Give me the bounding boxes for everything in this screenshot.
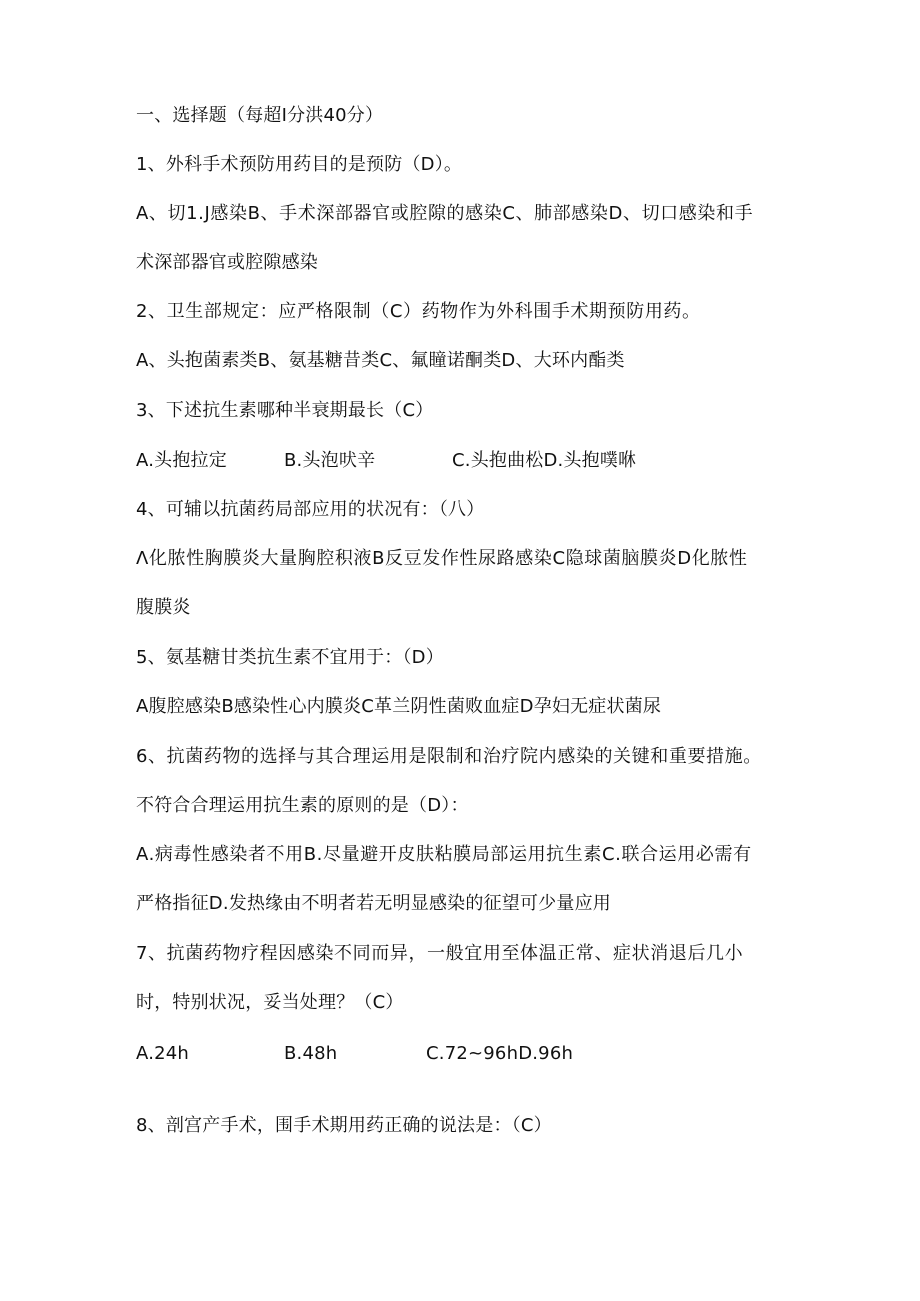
- question-3-option-a: A.头抱拉定: [136, 450, 227, 471]
- question-3-option-cd: C.头抱曲松D.头抱噗咻: [452, 450, 637, 471]
- question-8-stem: 8、剖宫产手术，围手术期用药正确的说法是：（C）: [136, 1115, 552, 1136]
- question-2-stem: 2、卫生部规定：应严格限制（C）药物作为外科围手术期预防用药。: [136, 301, 701, 322]
- question-5-options: A腹腔感染B感染性心内膜炎C革兰阴性菌败血症D孕妇无症状菌尿: [136, 696, 662, 717]
- question-4-options-line-1: Λ化脓性胸膜炎大量胸腔积液B反豆发作性尿路感染C隐球菌脑膜炎D化脓性: [136, 548, 748, 569]
- question-6-stem-line-2: 不符合合理运用抗生素的原则的是（D）：: [136, 795, 469, 816]
- question-7-options: [136, 1041, 796, 1067]
- question-2-options: A、头抱菌素类B、氨基糖昔类C、氟瞳诺酮类D、大环内酯类: [136, 350, 625, 371]
- question-7-option-b: B.48h: [284, 1043, 338, 1064]
- question-6-options-line-1: A.病毒性感染者不用B.尽量避开皮肤粘膜局部运用抗生素C.联合运用必需有: [136, 844, 752, 865]
- question-4-stem: 4、可辅以抗菌药局部应用的状况有：（八）: [136, 499, 485, 520]
- question-7-stem-line-2: 时，特别状况，妥当处理？（C）: [136, 992, 404, 1013]
- question-3-option-b: B.头泡吠辛: [284, 450, 376, 471]
- question-7-option-a: A.24h: [136, 1043, 190, 1064]
- question-6-stem-line-1: 6、抗菌药物的选择与其合理运用是限制和治疗院内感染的关键和重要措施。: [136, 746, 762, 767]
- question-1-stem: 1、外科手术预防用药目的是预防（D）。: [136, 154, 463, 175]
- question-5-stem: 5、氨基糖甘类抗生素不宜用于：（D）: [136, 647, 444, 668]
- question-3-stem: 3、下述抗生素哪种半衰期最长（C）: [136, 400, 434, 421]
- section-title: 一、选择题（每超I分洪40分）: [136, 105, 384, 126]
- question-6-options-line-2: 严格指征D.发热缘由不明者若无明显感染的征望可少量应用: [136, 893, 611, 914]
- question-1-options-line-1: A、切1.J感染B、手术深部器官或腔隙的感染C、肺部感染D、切口感染和手: [136, 203, 754, 224]
- question-7-stem-line-1: 7、抗菌药物疗程因感染不同而异，一般宜用至体温正常、症状消退后几小: [136, 943, 744, 964]
- question-4-options-line-2: 腹膜炎: [136, 597, 191, 618]
- question-1-options-line-2: 术深部器官或腔隙感染: [136, 252, 318, 273]
- question-3-options: [136, 448, 796, 474]
- question-7-option-cd: C.72~96hD.96h: [426, 1043, 574, 1064]
